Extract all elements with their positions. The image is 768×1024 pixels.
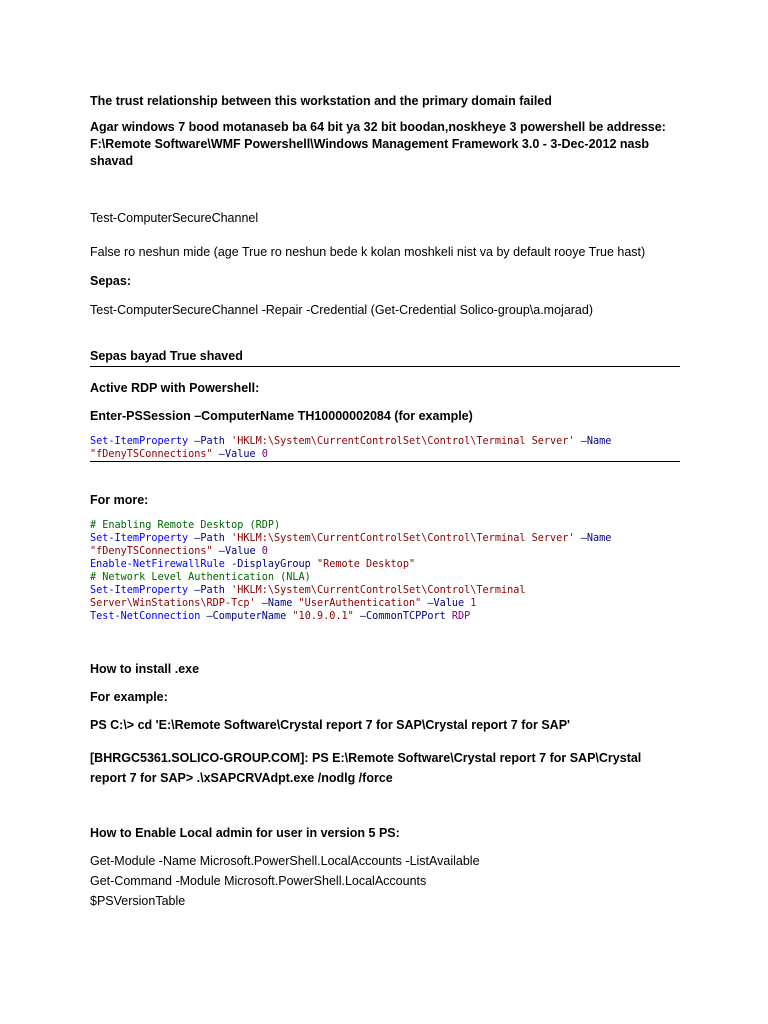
code-token: 0 xyxy=(261,449,268,460)
code-token: "UserAuthentication" xyxy=(298,598,422,609)
code-token: –Name xyxy=(574,533,612,544)
ps-run-command: [BHRGC5361.SOLICO-GROUP.COM]: PS E:\Remote Software\Crystal report 7 for SAP\Crystal report 7 for SAP> .\xSAPCRVAdpt.exe /nodlg /force xyxy=(90,751,642,785)
intro-paragraph: Agar windows 7 bood motanaseb ba 64 bit ya 32 bit boodan,noskheye 3 powershell be addresse: F:\Remote Software\WMF Powershell\Windows Management Framework 3.0 - 3-Dec-2012 nasb shavad xyxy=(90,120,666,168)
code-token: –Value xyxy=(421,598,471,609)
code-token: –Name xyxy=(574,436,612,447)
enter-pssession: Enter-PSSession –ComputerName TH10000002084 (for example) xyxy=(90,409,473,423)
for-more-label: For more: xyxy=(90,493,149,507)
code-token: 1 xyxy=(470,598,477,609)
cmd-repair: Test-ComputerSecureChannel -Repair -Credential (Get-Credential Solico-group\a.mojarad) xyxy=(90,303,594,317)
code-token: RDP xyxy=(451,611,471,622)
code-token: 'HKLM:\System\CurrentControlSet\Control\Terminal Server' xyxy=(231,533,575,544)
code-token: "10.9.0.1" xyxy=(292,611,354,622)
local-admin-heading: How to Enable Local admin for user in version 5 PS: xyxy=(90,826,400,840)
code-block-more xyxy=(90,519,611,623)
code-token: Set-ItemProperty xyxy=(90,436,189,447)
false-note: False ro neshun mide (age True ro neshun bede k kolan moshkeli nist va by default rooye True hast) xyxy=(90,245,646,259)
cmd-get-module: Get-Module -Name Microsoft.PowerShell.LocalAccounts -ListAvailable xyxy=(90,854,480,868)
for-example-label: For example: xyxy=(90,690,168,704)
code-token: –Name xyxy=(255,598,299,609)
code-block-rdp xyxy=(90,435,611,461)
code-token: "Remote Desktop" xyxy=(316,559,416,570)
code-token: 'HKLM:\System\CurrentControlSet\Control\Terminal xyxy=(231,585,526,596)
code-token: "fDenyTSConnections" xyxy=(90,546,213,557)
sepas-label: Sepas: xyxy=(90,274,131,288)
divider-bottom xyxy=(90,461,680,462)
code-token: 0 xyxy=(261,546,268,557)
code-token: –Path xyxy=(188,436,232,447)
code-token: –Value xyxy=(212,449,262,460)
divider-top xyxy=(90,366,680,367)
code-token: -DisplayGroup xyxy=(224,559,317,570)
install-heading: How to install .exe xyxy=(90,662,200,676)
code-token: –ComputerName xyxy=(200,611,293,622)
code-comment: # Network Level Authentication (NLA) xyxy=(90,572,311,583)
code-token: Test-NetConnection xyxy=(90,611,201,622)
code-token: –Value xyxy=(212,546,262,557)
code-token: –CommonTCPPort xyxy=(353,611,452,622)
ps-cd-command: PS C:\> cd 'E:\Remote Software\Crystal report 7 for SAP\Crystal report 7 for SAP' xyxy=(90,718,571,732)
code-comment: # Enabling Remote Desktop (RDP) xyxy=(90,520,281,531)
code-token: Set-ItemProperty xyxy=(90,585,189,596)
code-token: Set-ItemProperty xyxy=(90,533,189,544)
rdp-heading: Active RDP with Powershell: xyxy=(90,381,260,395)
code-token: Enable-NetFirewallRule xyxy=(90,559,225,570)
code-token: "fDenyTSConnections" xyxy=(90,449,213,460)
cmd-psversiontable: $PSVersionTable xyxy=(90,894,186,908)
sepas-true-heading: Sepas bayad True shaved xyxy=(90,349,243,363)
cmd-get-command: Get-Command -Module Microsoft.PowerShell.LocalAccounts xyxy=(90,874,427,888)
doc-title: The trust relationship between this workstation and the primary domain failed xyxy=(90,94,552,108)
code-token: –Path xyxy=(188,585,232,596)
cmd-test-computer-secure-channel: Test-ComputerSecureChannel xyxy=(90,211,259,225)
code-token: –Path xyxy=(188,533,232,544)
code-token: Server\WinStations\RDP-Tcp' xyxy=(90,598,256,609)
code-token: 'HKLM:\System\CurrentControlSet\Control\Terminal Server' xyxy=(231,436,575,447)
